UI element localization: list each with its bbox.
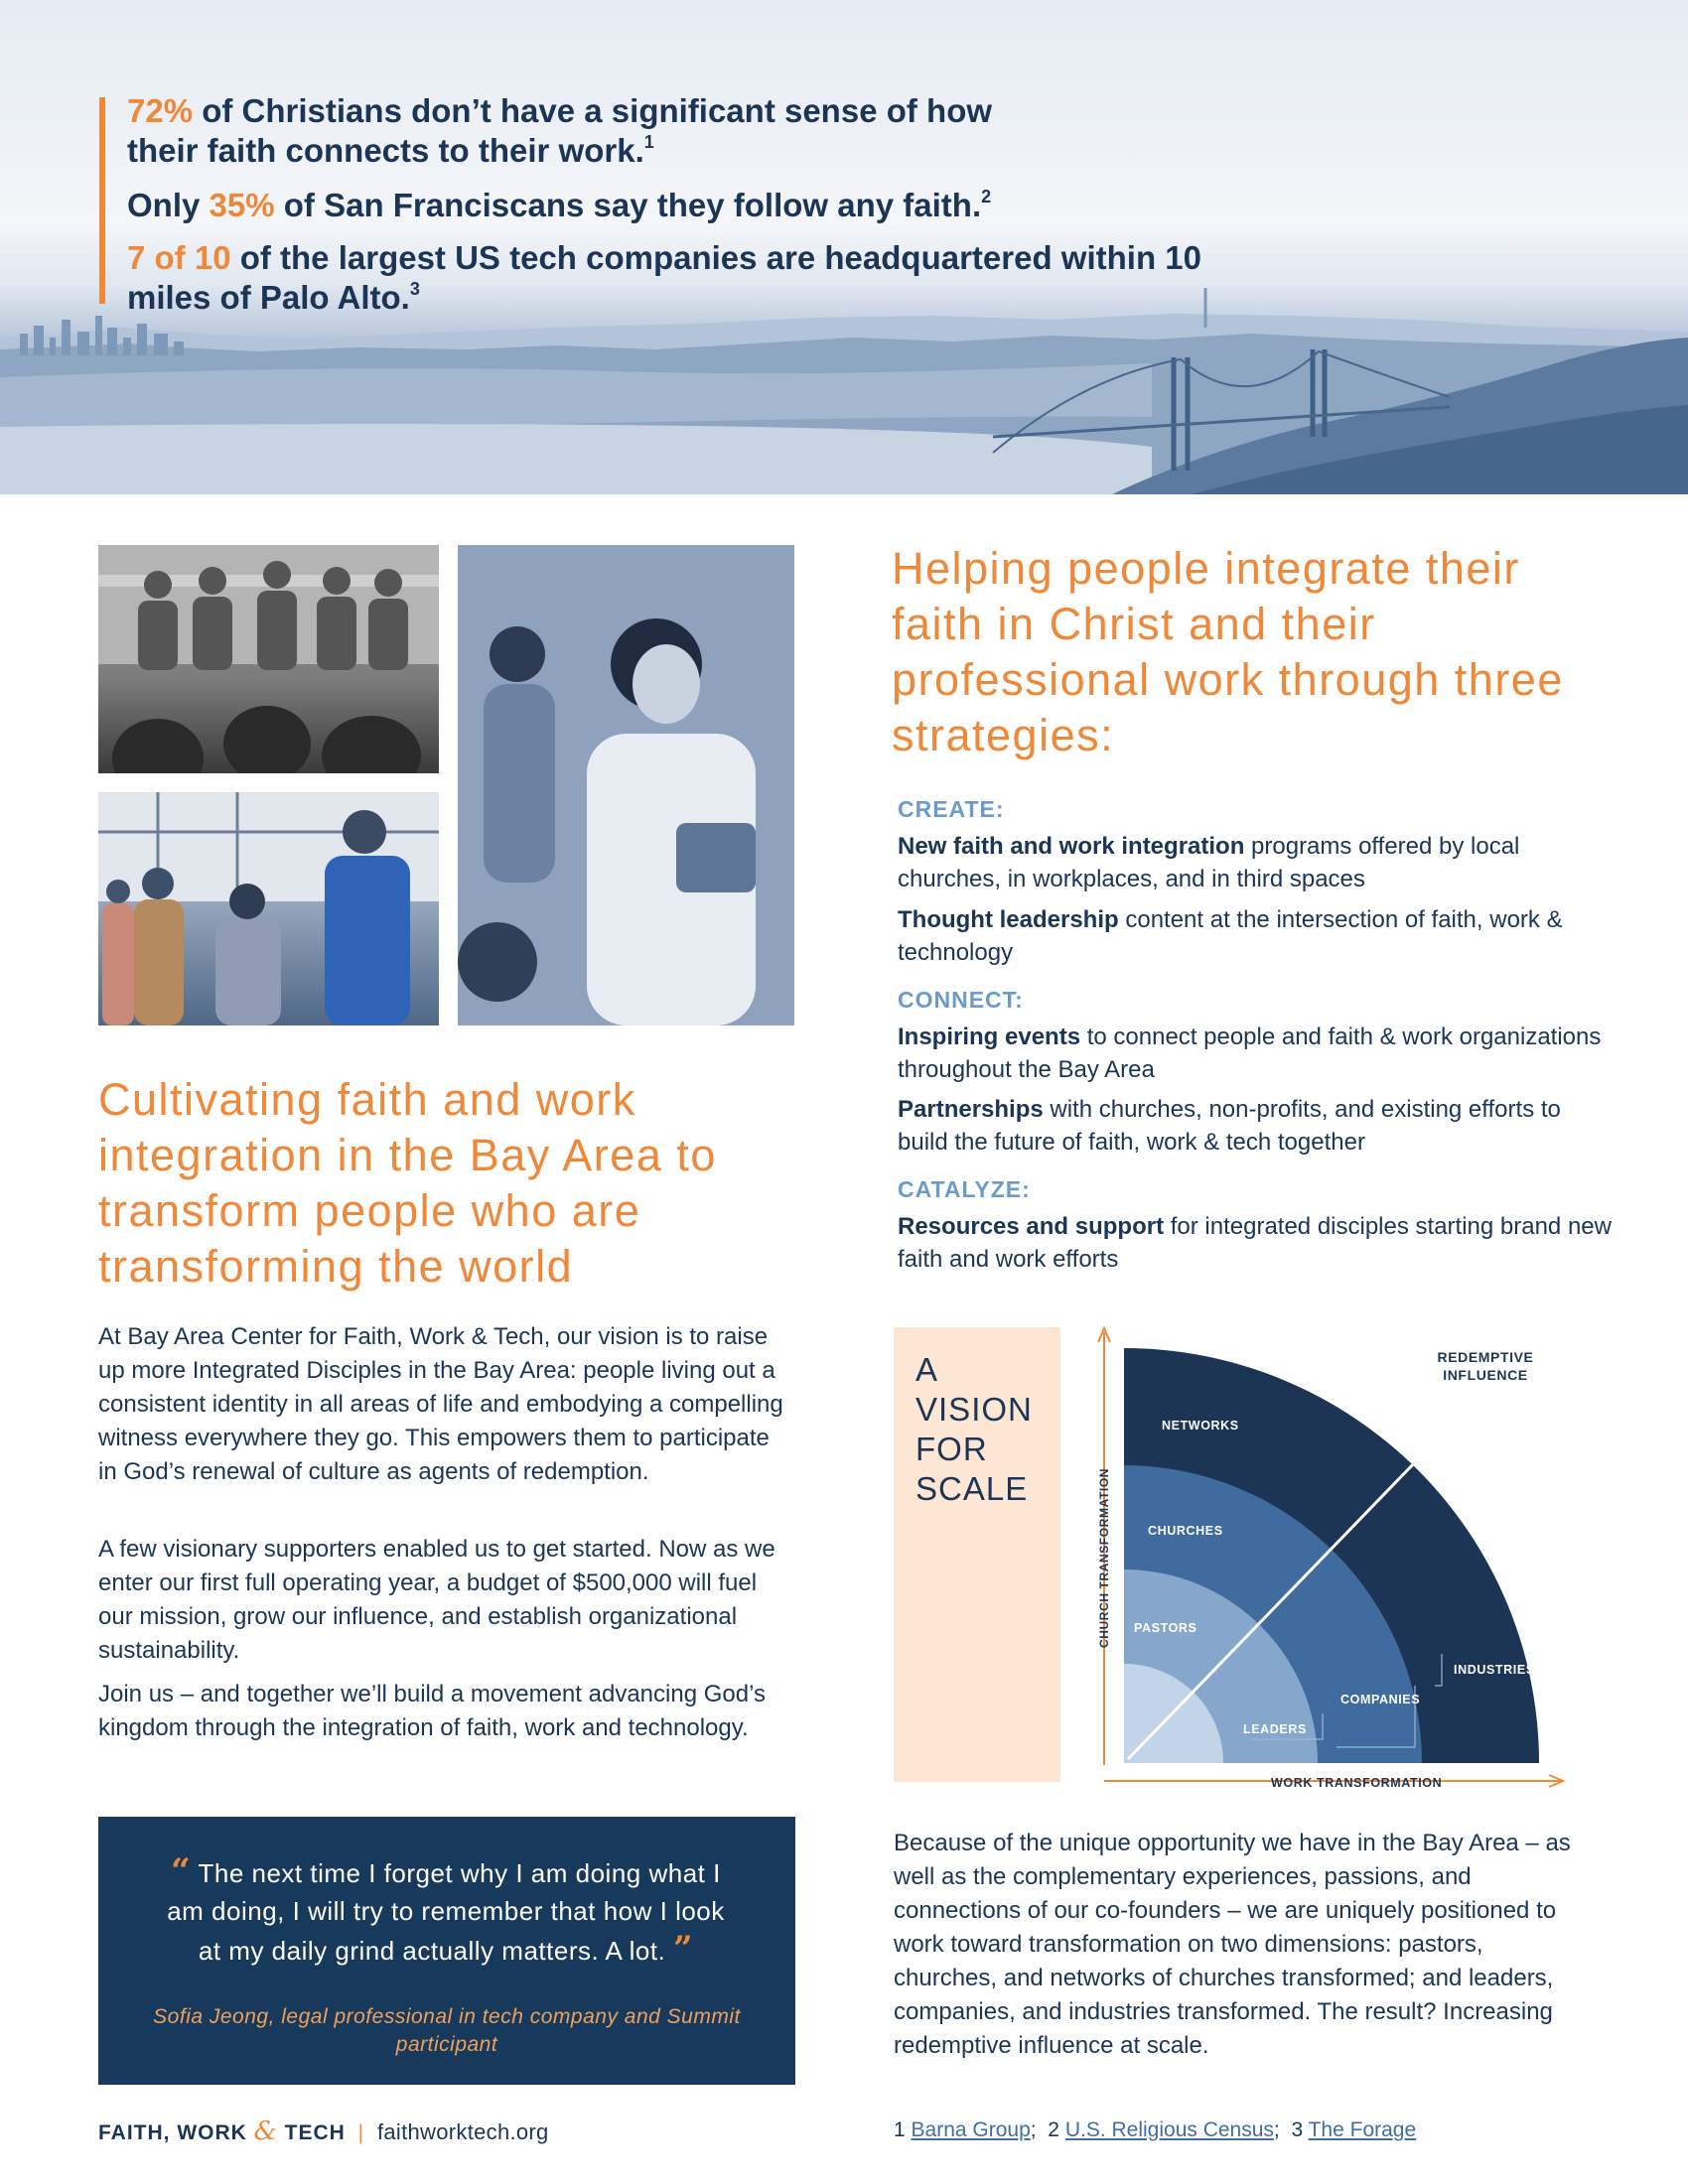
- stat-text: of Christians don’t have a significant sense of how their faith connects to their work.: [127, 92, 993, 169]
- label-networks: NETWORKS: [1162, 1419, 1239, 1433]
- footnote-ref: 2: [981, 187, 992, 206]
- panel-discussion-photo: [98, 545, 439, 773]
- brand-name-part: FAITH, WORK: [98, 2121, 254, 2144]
- footnote-link-barna[interactable]: Barna Group: [911, 2118, 1031, 2141]
- strategy-label-create: CREATE:: [898, 796, 1005, 822]
- stat-text: of the largest US tech companies are headquartered within 10 miles of Palo Alto.: [127, 239, 1201, 316]
- strategy-item: [898, 903, 1613, 969]
- label-leaders: LEADERS: [1243, 1722, 1307, 1736]
- footnote-num: 1: [894, 2118, 906, 2141]
- open-quote-icon: “: [171, 1851, 192, 1891]
- strategy-item: [898, 1210, 1613, 1276]
- strategy-item: [898, 830, 1613, 895]
- footnote-ref: 1: [643, 132, 654, 152]
- hero-banner: [0, 0, 1688, 494]
- stat-tech-companies: [127, 238, 1219, 318]
- footnote-link-census[interactable]: U.S. Religious Census: [1064, 2118, 1274, 2141]
- stats-accent-bar: [99, 97, 105, 304]
- strategy-label-connect: CONNECT:: [898, 987, 1024, 1013]
- brand-ampersand: &: [253, 2116, 278, 2146]
- vision-paragraph: At Bay Area Center for Faith, Work & Tech, our vision is to raise up more Integrated Disciples in the Bay Area: people living out a consistent identity in all areas of life and embodying a compelling witness everywhere they go. This empowers them to participate in God’s renewal of culture as agents of redemption.: [98, 1323, 783, 1485]
- strategy-item-text: programs offered by local churches, in workplaces, and in third spaces: [898, 833, 1520, 892]
- footnotes: 1 Barna Group; 2 U.S. Religious Census; 3 The Forage: [894, 2118, 1417, 2141]
- label-companies: COMPANIES: [1340, 1693, 1421, 1706]
- strategy-item-title: Inspiring events: [898, 1024, 1081, 1050]
- strategy-item-title: Partnerships: [898, 1096, 1044, 1123]
- stat-san-franciscans: [127, 186, 1219, 225]
- label-influence: INFLUENCE: [1443, 1367, 1528, 1383]
- y-axis-label: CHURCH TRANSFORMATION: [1097, 1467, 1111, 1648]
- workshop-photo: [98, 792, 439, 1025]
- x-axis-label: WORK TRANSFORMATION: [1271, 1776, 1443, 1790]
- strategy-item-title: Resources and support: [898, 1213, 1165, 1240]
- vision-for-scale-diagram: [1082, 1320, 1599, 1797]
- vision-title-line: A: [915, 1351, 939, 1388]
- footer-brand: [98, 2116, 549, 2146]
- strategy-item: [898, 1021, 1613, 1086]
- smiling-attendee-photo: [458, 545, 794, 1025]
- budget-paragraph: A few visionary supporters enabled us to get started. Now as we enter our first full operating year, a budget of $500,000 will fuel our mission, grow our influence, and establish organizational sustainability.: [98, 1536, 775, 1664]
- vision-title-line: FOR: [915, 1431, 988, 1467]
- vision-title-line: SCALE: [915, 1470, 1029, 1507]
- brand-separator: |: [357, 2121, 365, 2144]
- strategy-item-text: to connect people and faith & work organizations throughout the Bay Area: [898, 1024, 1602, 1083]
- main-heading: Cultivating faith and work integration in the Bay Area to transform people who are transforming the world: [98, 1074, 717, 1292]
- stat-highlight: 7 of 10: [127, 239, 231, 276]
- strategy-item-text: for integrated disciples starting brand new faith and work efforts: [898, 1213, 1612, 1273]
- join-paragraph: Join us – and together we’ll build a movement advancing God’s kingdom through the integration of faith, work and technology.: [98, 1681, 766, 1741]
- stat-christians: [127, 91, 1021, 171]
- label-redemptive: REDEMPTIVE: [1437, 1349, 1534, 1365]
- strategy-item-text: with churches, non-profits, and existing efforts to build the future of faith, work & tech together: [898, 1096, 1561, 1156]
- testimonial-quote: [158, 1852, 734, 1970]
- website-link[interactable]: faithworktech.org: [376, 2119, 549, 2144]
- footnote-num: 3: [1291, 2118, 1304, 2141]
- quote-attribution: Sofia Jeong, legal professional in tech company and Summit participant: [153, 2005, 741, 2056]
- strategy-item-text: content at the intersection of faith, work & technology: [898, 906, 1563, 966]
- quote-body: The next time I forget why I am doing what I am doing, I will try to remember that how I look at my daily grind actually matters. A lot.: [167, 1858, 725, 1966]
- label-churches: CHURCHES: [1148, 1524, 1223, 1538]
- vision-title: [915, 1350, 1045, 1509]
- strategy-item-title: New faith and work integration: [898, 833, 1245, 860]
- footnote-num: 2: [1048, 2118, 1059, 2141]
- brand-name-part: TECH: [277, 2121, 346, 2144]
- stat-text: of San Franciscans say they follow any faith.: [274, 187, 982, 223]
- opportunity-paragraph: Because of the unique opportunity we have in the Bay Area – as well as the complementary experiences, passions, and connections of our co-founders – we are uniquely positioned to work toward transformation on two dimensions: pastors, churches, and networks of churches transformed; and leaders, companies, and industries transformed. The result? Increasing redemptive influence at scale.: [894, 1830, 1571, 2059]
- strategies-heading: Helping people integrate their faith in Christ and their professional work through three strategies:: [892, 543, 1564, 760]
- label-industries: INDUSTRIES: [1454, 1663, 1535, 1677]
- footnote-link-forage[interactable]: The Forage: [1308, 2118, 1417, 2141]
- label-pastors: PASTORS: [1134, 1621, 1197, 1635]
- strategy-item: [898, 1093, 1613, 1159]
- stat-prefix: Only: [127, 187, 210, 223]
- footnote-ref: 3: [409, 279, 420, 299]
- vision-title-line: VISION: [915, 1391, 1033, 1428]
- testimonial-quote-box: [98, 1817, 795, 2085]
- strategy-label-catalyze: CATALYZE:: [898, 1176, 1031, 1202]
- close-quote-icon: ”: [673, 1929, 694, 1969]
- strategy-item-title: Thought leadership: [898, 906, 1119, 933]
- stat-highlight: 35%: [209, 187, 275, 223]
- stat-highlight: 72%: [127, 92, 194, 129]
